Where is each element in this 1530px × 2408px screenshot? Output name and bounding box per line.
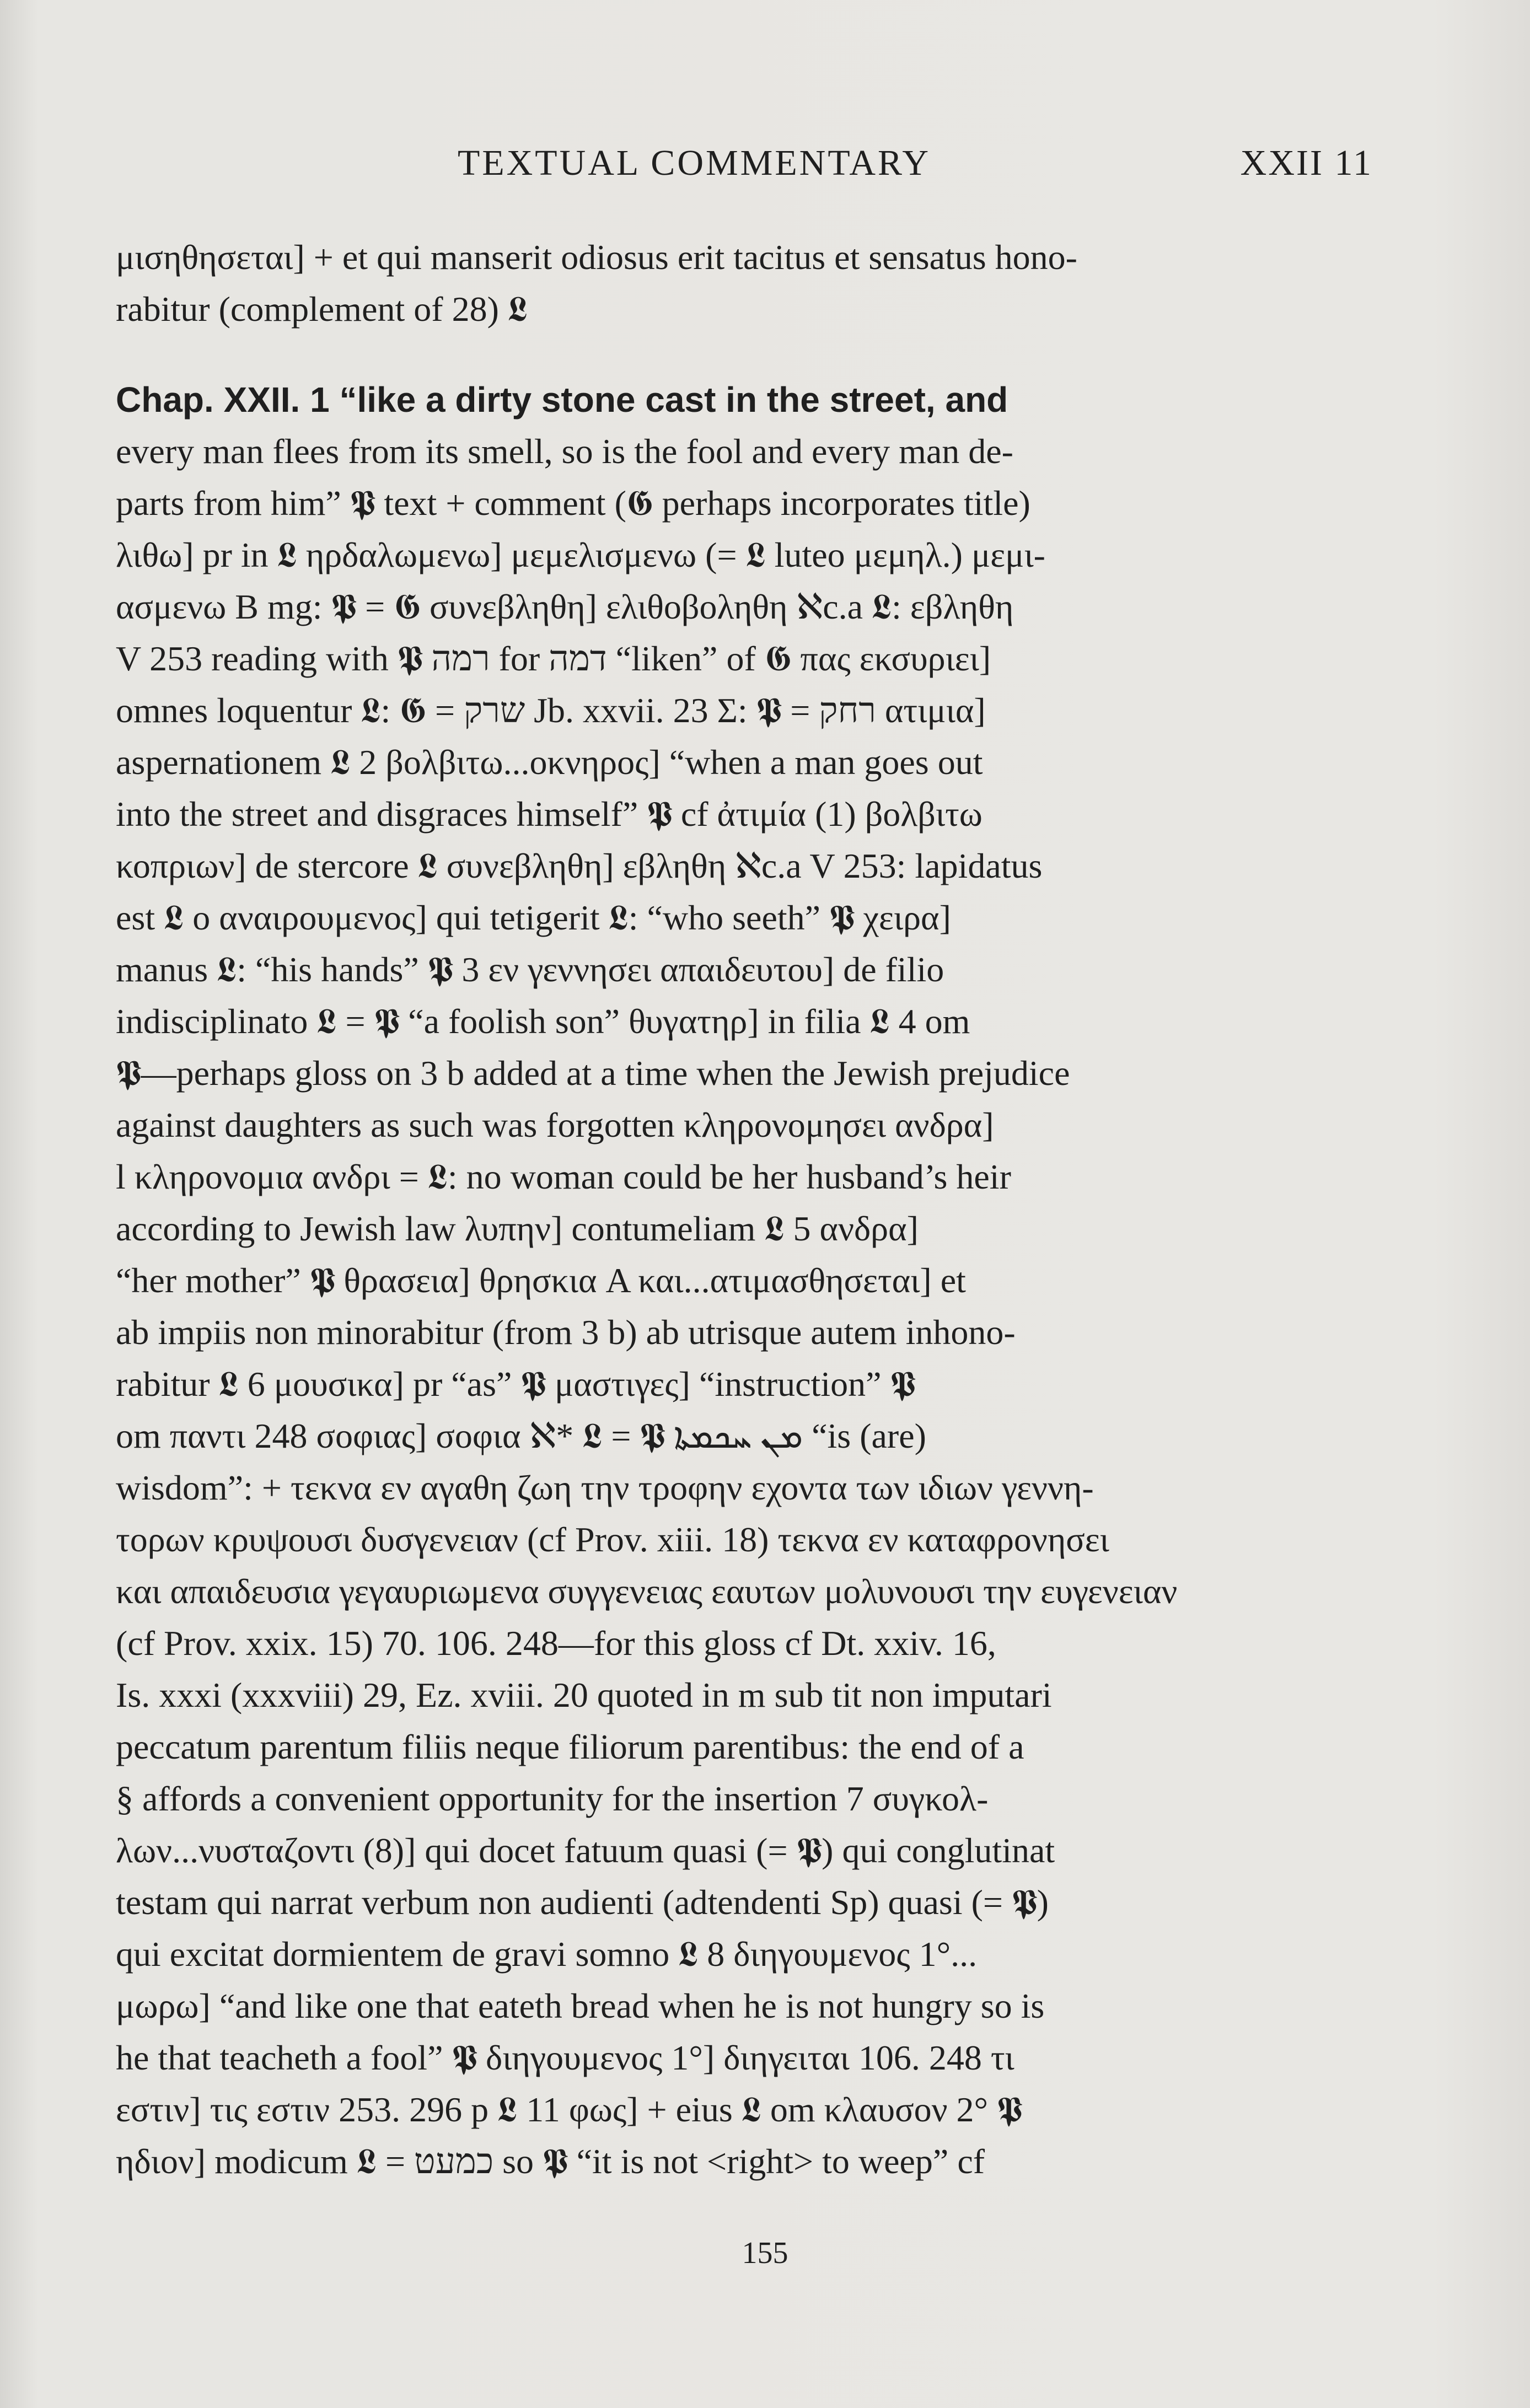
text-line: against daughters as such was forgotten κληρονομησει ανδρα]: [116, 1105, 994, 1144]
chapter-verse-reference: XXII 11: [1240, 143, 1373, 183]
running-title: TEXTUAL COMMENTARY: [458, 143, 931, 183]
text-line: 𝕻—perhaps gloss on 3 b added at a time when the Jewish prejudice: [116, 1054, 1070, 1093]
text-line: manus 𝕷: “his hands” 𝕻 3 εν γεννησει απαιδευτου] de filio: [116, 950, 944, 989]
running-header: [116, 142, 1373, 203]
text-line: testam qui narrat verbum non audienti (adtendenti Sp) quasi (= 𝕻): [116, 1883, 1049, 1922]
text-line: om παντι 248 σοφιας] σοφια ℵ* 𝕷 = 𝕻 ܡܢ ܚܟܡܬܐ “is (are): [116, 1416, 926, 1455]
text-line: rabitur (complement of 28) 𝕷: [116, 289, 528, 329]
text-line: peccatum parentum filiis neque filiorum parentibus: the end of a: [116, 1727, 1024, 1766]
text-line: λιθω] pr in 𝕷 ηρδαλωμενω] μεμελισμενω (= 𝕷 luteo μεμηλ.) μεμι-: [116, 535, 1045, 574]
page-number: 155: [742, 2236, 788, 2270]
text-line: κοπριων] de stercore 𝕷 συνεβληθη] εβληθη ℵc.a V 253: lapidatus: [116, 846, 1043, 885]
text-line: ab impiis non minorabitur (from 3 b) ab utrisque autem inhono-: [116, 1313, 1016, 1352]
text-line: aspernationem 𝕷 2 βολβιτω...οκνηρος] “when a man goes out: [116, 743, 983, 782]
text-line: rabitur 𝕷 6 μουσικα] pr “as” 𝕻 μαστιγες] “instruction” 𝕻: [116, 1364, 916, 1404]
text-line: ασμενω B mg: 𝕻 = 𝕲 συνεβληθη] ελιθοβοληθη ℵc.a 𝕷: εβληθη: [116, 587, 1014, 626]
text-line: l κληρονομια ανδρι = 𝕷: no woman could be her husband’s heir: [116, 1157, 1011, 1196]
text-line: ηδιον] modicum 𝕷 = כמעט so 𝕻 “it is not <right> to weep” cf: [116, 2142, 985, 2181]
text-line: εστιν] τις εστιν 253. 296 p 𝕷 11 φως] + eius 𝕷 om κλαυσον 2° 𝕻: [116, 2090, 1022, 2129]
text-line: μισηθησεται] + et qui manserit odiosus erit tacitus et sensatus hono-: [116, 238, 1077, 277]
text-line: § affords a convenient opportunity for the insertion 7 συγκολ-: [116, 1779, 989, 1818]
text-line: V 253 reading with 𝕻 רמה for דמה “liken” of 𝕲 πας εκσυριει]: [116, 639, 991, 678]
text-line: μωρω] “and like one that eateth bread when he is not hungry so is: [116, 1986, 1045, 2025]
text-line: (cf Prov. xxix. 15) 70. 106. 248—for this gloss cf Dt. xxiv. 16,: [116, 1624, 996, 1663]
text-line: omnes loquentur 𝕷: 𝕲 = שרק Jb. xxvii. 23 Σ: 𝕻 = רחק ατιμια]: [116, 691, 986, 730]
text-line: est 𝕷 ο αναιρουμενος] qui tetigerit 𝕷: “who seeth” 𝕻 χειρα]: [116, 898, 951, 937]
text-line: according to Jewish law λυπην] contumeliam 𝕷 5 ανδρα]: [116, 1209, 919, 1248]
text-line: parts from him” 𝕻 text + comment (𝕲 perhaps incorporates title): [116, 483, 1030, 523]
text-line: λων...νυσταζοντι (8)] qui docet fatuum quasi (= 𝕻) qui conglutinat: [116, 1831, 1055, 1870]
text-line: “her mother” 𝕻 θρασεια] θρησκια A και...ατιμασθησεται] et: [116, 1261, 966, 1300]
text-line: qui excitat dormientem de gravi somno 𝕷 8 διηγουμενος 1°...: [116, 1934, 978, 1974]
text-line: indisciplinato 𝕷 = 𝕻 “a foolish son” θυγατηρ] in filia 𝕷 4 om: [116, 1002, 970, 1041]
text-line: και απαιδευσια γεγαυριωμενα συγγενειας εαυτων μολυνουσι την ευγενειαν: [116, 1572, 1178, 1611]
blank-line: [116, 335, 1373, 374]
commentary-text: [116, 232, 1373, 2239]
text-line: he that teacheth a fool” 𝕻 διηγουμενος 1°] διηγειται 106. 248 τι: [116, 2038, 1014, 2077]
text-line: [116, 2187, 1373, 2239]
text-line: every man flees from its smell, so is the fool and every man de-: [116, 432, 1013, 471]
text-line: Is. xxxi (xxxviii) 29, Ez. xviii. 20 quoted in m sub tit non imputari: [116, 1675, 1052, 1714]
text-line: wisdom”: + τεκνα εν αγαθη ζωη την τροφην εχοντα των ιδιων γεννη-: [116, 1468, 1094, 1507]
chapter-heading-line: Chap. XXII. 1 “like a dirty stone cast in the street, and: [116, 380, 1008, 420]
text-line: into the street and disgraces himself” 𝕻 cf ἀτιμία (1) βολβιτω: [116, 794, 983, 834]
text-line: τορων κρυψουσι δυσγενειαν (cf Prov. xiii. 18) τεκνα εν καταφρονησει: [116, 1520, 1109, 1559]
